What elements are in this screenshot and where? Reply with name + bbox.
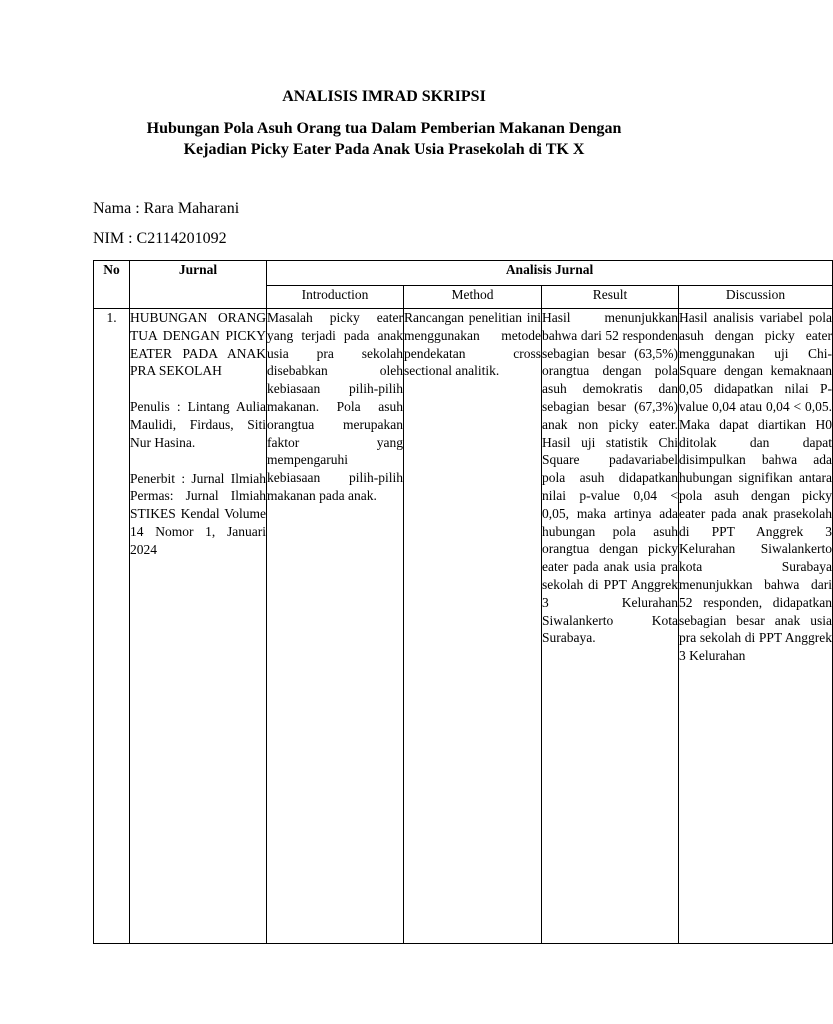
student-name: Nama : Rara Maharani — [93, 200, 240, 217]
jurnal-publisher: Penerbit : Jurnal Ilmiah Permas: Jurnal Ilmiah STIKES Kendal Volume 14 Nomor 1, Januari 2024 — [130, 470, 266, 557]
page-title: ANALISIS IMRAD SKRIPSI — [282, 88, 486, 105]
subtitle-line-2: Kejadian Picky Eater Pada Anak Usia Prasekolah di TK X — [183, 141, 585, 158]
student-nim: NIM : C2114201092 — [93, 230, 227, 247]
cell-discussion: Hasil analisis variabel pola asuh dengan picky eater menggunakan uji Chi-Square dengan kemaknaan 0,05 didapatkan nilai P-value 0,04 atau 0,04 < 0,05. Maka dapat diartikan H0 ditolak dan dapat disimpulkan bahwa ada hubungan signifikan antara pola asuh dengan picky eater pada anak prasekolah di PPT Anggrek 3 Kelurahan Siwalankerto kota Surabaya menunjukkan bahwa dari 52 responden, didapatkan sebagian besar anak usia pra sekolah di PPT Anggrek 3 Kelurahan — [679, 309, 833, 944]
header-method: Method — [404, 286, 542, 309]
cell-no: 1. — [94, 309, 130, 944]
header-no: No — [94, 261, 130, 309]
header-result: Result — [542, 286, 679, 309]
header-jurnal: Jurnal — [130, 261, 267, 309]
cell-result: Hasil menunjukkan bahwa dari 52 responden sebagian besar (63,5%) orangtua dengan pola asuh demokratis dan sebagian besar (67,3%) anak non picky eater. Hasil uji statistik Chi Square padavariabel pola asuh didapatkan nilai p-value 0,04 < 0,05, maka artinya ada hubungan pola asuh orangtua dengan picky eater pada anak usia pra sekolah di PPT Anggrek 3 Kelurahan Siwalankerto Kota Surabaya. — [542, 309, 679, 944]
header-discussion: Discussion — [679, 286, 833, 309]
cell-introduction: Masalah picky eater yang terjadi pada anak usia pra sekolah disebabkan oleh kebiasaan pilih-pilih makanan. Pola asuh orangtua merupakan faktor yang mempengaruhi kebiasaan pilih-pilih makanan pada anak. — [267, 309, 404, 944]
header-analisis-jurnal: Analisis Jurnal — [267, 261, 833, 286]
analysis-table-container — [93, 260, 833, 924]
cell-jurnal — [130, 309, 267, 944]
table-header-row — [94, 261, 833, 286]
table-row — [94, 309, 833, 944]
cell-method: Rancangan penelitian ini menggunakan metode pendekatan cross sectional analitik. — [404, 309, 542, 944]
jurnal-title: HUBUNGAN ORANG TUA DENGAN PICKY EATER PADA ANAK PRA SEKOLAH — [130, 310, 266, 379]
document-subtitle — [90, 118, 678, 160]
header-introduction: Introduction — [267, 286, 404, 309]
jurnal-authors: Penulis : Lintang Aulia Maulidi, Firdaus, Siti Nur Hasina. — [130, 399, 266, 450]
analysis-table — [93, 260, 833, 944]
subtitle-line-1: Hubungan Pola Asuh Orang tua Dalam Pemberian Makanan Dengan — [146, 120, 622, 137]
